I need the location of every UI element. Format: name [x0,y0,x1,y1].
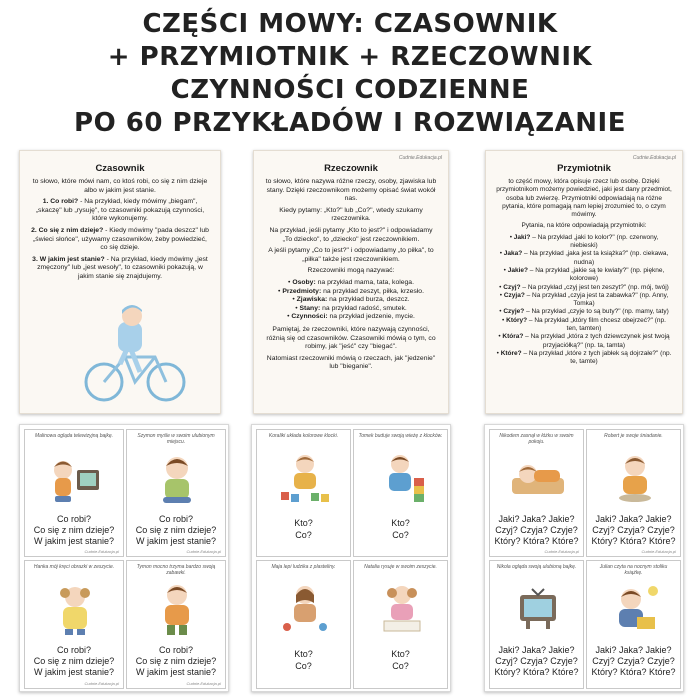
list-item: • Czyja? – Na przykład „czyja jest ta zabawka?" (np. Anny, Tomka) [496,292,672,309]
question-2: Co się z nim dzieje? [33,656,115,666]
list-item: • Czynności: na przykład jedzenie, mycie. [264,313,438,322]
exercise-caption: Natalia rysuje w swoim zeszycie. [364,564,437,570]
exercise-caption: Nikodem zasnął w łóżku w swoim pokoju. [499,433,574,445]
question-2: Co? [392,530,409,540]
sleeping-child-illustration [508,454,568,502]
exercise-card [489,560,584,689]
boy-on-bicycle-illustration [80,302,190,407]
list-item: • Jaki? – Na przykład „jaki to kolor?" (np. czerwony, niebieski) [496,234,672,251]
list-item: • Która? – Na przykład „która z tych dziewczynek jest twoją przyjaciółką?" (np. ta, tamta) [496,333,672,350]
question-2: Czyj? Czyja? Czyje? [495,656,578,666]
brand-label: Cudnie.Edukacja.pl [398,155,442,161]
girl-drawing-illustration [49,581,101,637]
exercise-card [24,560,124,689]
question-2: Co? [295,661,312,671]
page-title [0,8,700,140]
exercise-card [586,560,681,689]
noun-category-list [264,279,438,322]
boy-reading-at-night-illustration [607,583,663,635]
child-watching-tv-illustration [47,452,103,506]
title-line-4: PO 60 PRZYKŁADÓW I ROZWIĄZANIE [74,108,626,138]
exercise-caption: Nikola ogląda swoją ulubioną bajkę. [496,564,577,570]
card-outro-1: Pamiętaj, że rzeczowniki, które nazywają czynności, różnią się od czasowników. Czasowniki mówią o tym, co robimy, jak "jeść" czy "biegać". [266,325,436,351]
brand-label: Cudnie.Edukacja.pl [641,549,676,554]
worksheet-verbs [19,424,229,692]
title-line-1: CZĘŚCI MOWY: CZASOWNIK [142,9,558,39]
question-1: Kto? [391,518,410,528]
question-1: Co robi? [158,514,194,524]
question-1: Jaki? Jaka? Jakie? [498,514,575,524]
question-2: Co się z nim dzieje? [135,525,217,535]
question-3: Który? Która? Które? [494,667,579,677]
card-point-3: 3. W jakim jest stanie? - Na przykład, kiedy mówimy „jest zmęczony" lub „jest wesoły", to czasowniki pokazują, w jakim stanie się znajdujemy. [32,255,208,280]
exercise-card [126,560,226,689]
card-intro: to słowo, które nazywa różne rzeczy, osoby, zjawiska lub stany. Dzięki rzeczownikom możemy opisać świat wokół nas. [265,178,437,203]
exercise-card [489,429,584,557]
boy-building-illustration [374,452,430,504]
question-2: Co? [392,661,409,671]
exercise-caption: Szymon myśle w swoim ulubionym miejscu. [137,433,215,445]
brand-label: Cudnie.Edukacja.pl [544,549,579,554]
girl-drawing-notebook-illustration [374,583,430,635]
card-list-head: Rzeczowniki mogą nazywać: [307,267,395,275]
brand-label: Cudnie.Edukacja.pl [186,681,221,686]
card-list-head: Pytania, na które odpowiadają przymiotniki: [521,222,647,230]
question-3: Który? Która? Które? [591,667,676,677]
brand-label: Cudnie.Edukacja.pl [84,681,119,686]
question-1: Kto? [294,518,313,528]
tv-illustration [516,587,560,631]
list-item: • Jakie? – Na przykład „jakie są te kwiaty?" (np. piękne, kolorowe) [496,267,672,284]
card-intro: to część mowy, która opisuje rzecz lub osobę. Dzięki przymiotnikom możemy powiedzieć, jaki jest dany przedmiot, osoba lub zwierzę. Przymiotniki odpowiadają na różne pytania, które pomagają nam lepiej zrozumieć to, o czym mówimy. [496,178,672,219]
card-przymiotnik [485,150,683,414]
exercise-caption: Koraliki układa kolorowe klocki. [268,433,339,439]
list-item: • Czyje? – Na przykład „czyje to są buty?" (np. mamy, taty) [496,308,672,316]
question-1: Jaki? Jaka? Jakie? [595,514,672,524]
exercise-caption: Hanka mój kręci obrazki w zeszycie. [33,564,115,570]
card-outro-2: Natomiast rzeczowniki mówią o rzeczach, jak "jedzenie" lub "bieganie". [266,354,436,371]
title-line-2: + PRZYMIOTNIK + RZECZOWNIK [107,42,593,72]
list-item: • Jaka? – Na przykład „jaka jest ta książka?" (np. ciekawa, nudna) [496,250,672,267]
question-1: Co robi? [56,514,92,524]
question-2: Czyj? Czyja? Czyje? [592,656,675,666]
question-3: W jakim jest stanie? [135,536,217,546]
list-item: • Czyj? – Na przykład „czyj jest ten zeszyt?" (np. mój, twój) [496,284,672,292]
question-1: Jaki? Jaka? Jakie? [498,645,575,655]
brand-label: Cudnie.Edukacja.pl [632,155,676,161]
list-item: • Przedmioty: na przykład zeszyt, piłka, krzesło. [264,288,438,297]
exercise-card [126,429,226,557]
card-point-2: 2. Co się z nim dzieje? - Kiedy mówimy "pada deszcz" lub „świeci słońce", używamy czasowników, żeby powiedzieć, co się dzieje. [31,226,209,252]
card-intro: to słowo, które mówi nam, co ktoś robi, co się z nim dzieje albo w jakim jest stanie. [32,178,208,194]
question-3: W jakim jest stanie? [135,667,217,677]
list-item: • Stany: na przykład radość, smutek. [264,305,438,314]
thinking-boy-illustration [151,452,203,506]
adjective-question-list [496,234,672,367]
exercise-card [586,429,681,557]
list-item: • Zjawiska: na przykład burza, deszcz. [264,296,438,305]
brand-label: Cudnie.Edukacja.pl [186,549,221,554]
exercise-caption: Julian czyta na nocnym stoliku książkę. [599,564,668,576]
boy-with-toy-illustration [151,581,203,637]
girl-with-clay-illustration [277,583,333,635]
card-title: Przymiotnik [557,163,611,174]
exercise-card [256,429,351,557]
question-3: Który? Która? Które? [591,536,676,546]
question-1: Co robi? [158,645,194,655]
brand-label: Cudnie.Edukacja.pl [84,549,119,554]
worksheet-nouns [251,424,451,692]
exercise-caption: Tymon mocno trzyma bardzo swoją zabawki. [136,564,216,576]
card-question-2: Na przykład, jeśli pytamy „Kto to jest?" i odpowiadamy „To dziecko", to „dziecko" jest rzeczownikiem. [269,226,433,243]
card-point-1: 1. Co robi? - Na przykład, kiedy mówimy „biegam", „skaczę" lub „rysuję", to czasowniki pokazują czynności, które wykonujemy. [35,198,205,223]
title-line-3: CZYNNOŚCI CODZIENNE [170,75,530,105]
exercise-caption: Tomek buduje swoją wieżę z klocków. [358,433,443,439]
question-3: Który? Która? Które? [494,536,579,546]
question-1: Kto? [391,649,410,659]
exercise-card [353,429,448,557]
card-title: Czasownik [95,163,145,174]
question-2: Czyj? Czyja? Czyje? [592,525,675,535]
list-item: • Osoby: na przykład mama, tata, kolega. [264,279,438,288]
exercise-card [256,560,351,689]
list-item: • Który? – Na przykład „który film chcesz obejrzeć?" (np. ten, tamten) [496,317,672,334]
question-3: W jakim jest stanie? [33,667,115,677]
exercise-card [24,429,124,557]
card-title: Rzeczownik [324,163,378,174]
exercise-caption: Malinowa ogląda telewizyjną bajkę. [34,433,114,439]
question-1: Co robi? [56,645,92,655]
worksheet-adjectives [484,424,684,692]
question-2: Co się z nim dzieje? [135,656,217,666]
boy-eating-illustration [607,452,663,504]
question-1: Kto? [294,649,313,659]
exercise-caption: Robert je swoje śniadanie. [604,433,663,439]
child-with-blocks-illustration [277,452,333,504]
card-question-1: Kiedy pytamy: „Kto?" lub „Co?", wtedy szukamy rzeczownika. [279,206,423,223]
list-item: • Które? – Na przykład „które z tych jabłek są dojrzałe?" (np. te, tamte) [496,350,672,367]
card-czasownik [19,150,221,414]
exercise-card [353,560,448,689]
question-2: Co się z nim dzieje? [33,525,115,535]
question-1: Jaki? Jaka? Jakie? [595,645,672,655]
exercise-caption: Maja lepi ludzika z plasteliny. [271,564,336,570]
question-2: Czyj? Czyja? Czyje? [495,525,578,535]
card-question-3: A jeśli pytamy „Co to jest?" i odpowiadamy „to piłka", to „piłka" także jest rzeczownikiem. [268,247,434,263]
card-rzeczownik [253,150,449,414]
question-2: Co? [295,530,312,540]
question-3: W jakim jest stanie? [33,536,115,546]
